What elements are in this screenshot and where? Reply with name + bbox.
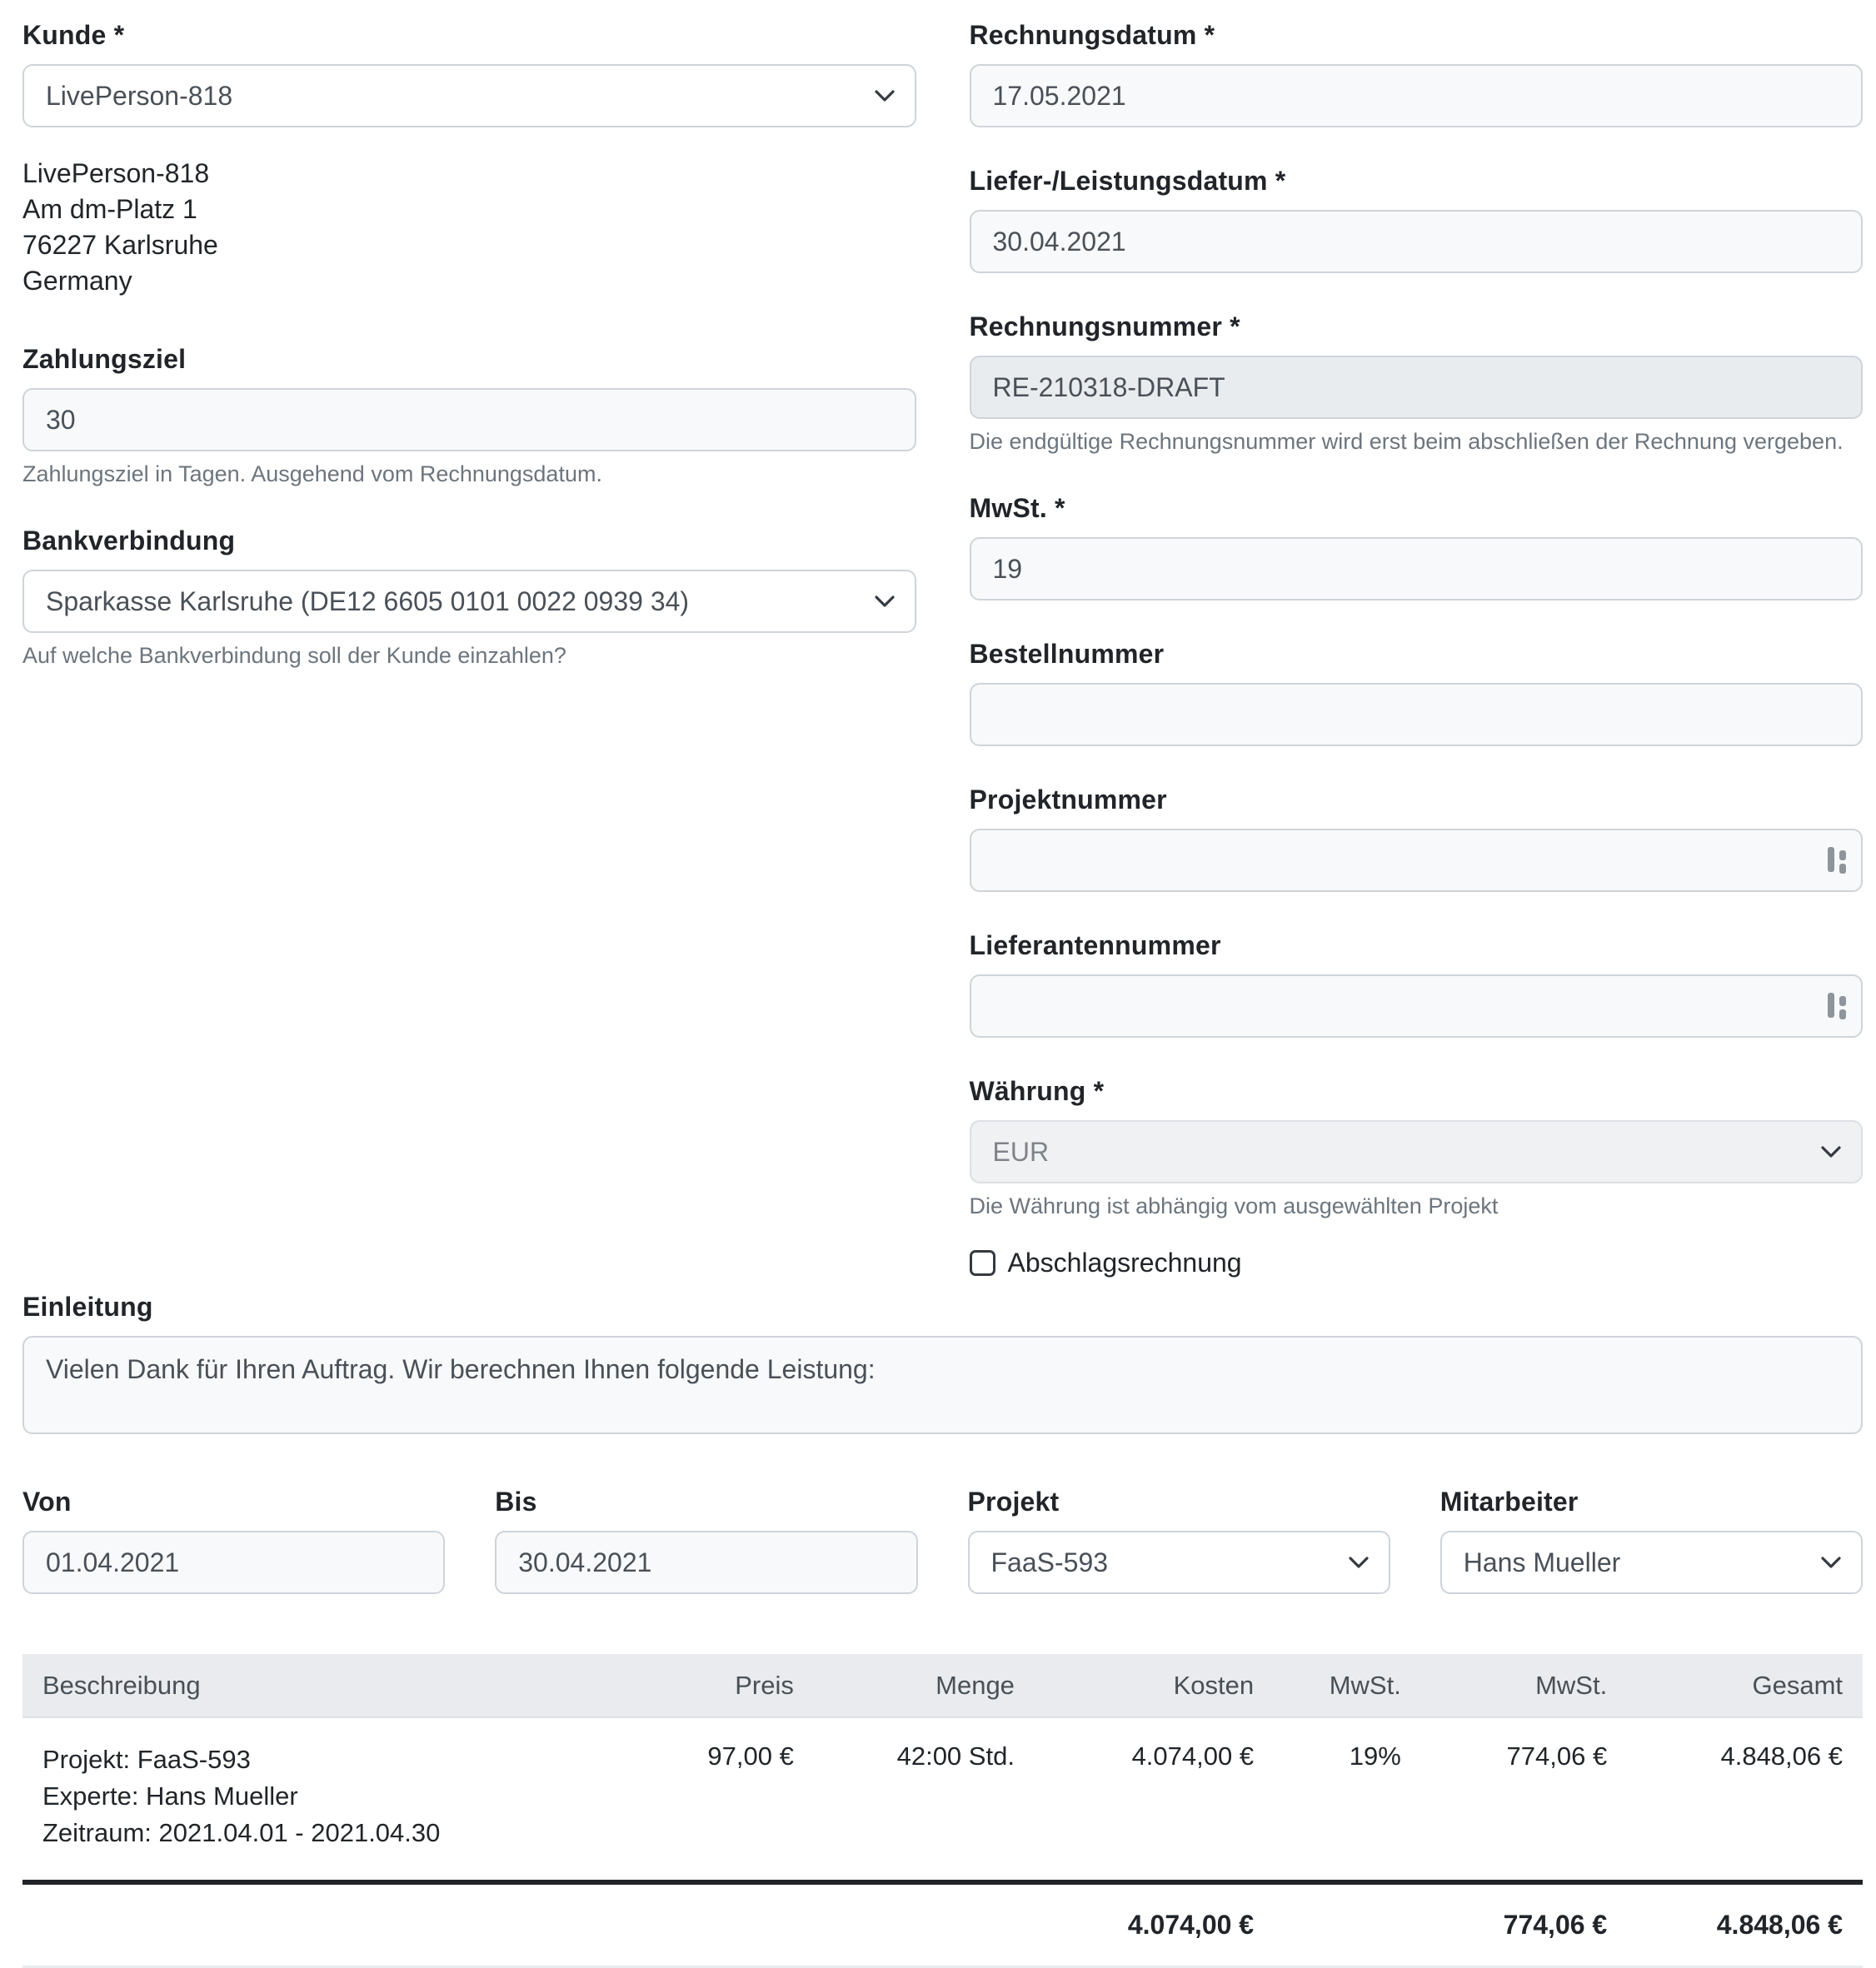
bestellnummer-group — [970, 639, 1864, 746]
address-line: Germany — [22, 266, 132, 296]
bankverbindung-help: Auf welche Bankverbindung soll der Kunde einzahlen? — [22, 643, 566, 668]
projektnummer-input[interactable] — [970, 829, 1864, 892]
col-header-beschreibung: Beschreibung — [22, 1654, 593, 1717]
col-header-gesamt: Gesamt — [1627, 1654, 1863, 1717]
top-grid — [22, 20, 1863, 1278]
lieferantennummer-group — [970, 930, 1864, 1038]
customer-address — [22, 156, 916, 299]
rechnungsnummer-group — [970, 311, 1864, 455]
table-footer-row — [22, 1882, 1863, 1967]
abschlagsrechnung-checkbox[interactable] — [970, 1250, 995, 1276]
description-line: Experte: Hans Mueller — [42, 1781, 298, 1811]
footer-empty — [22, 1882, 593, 1967]
cell-kosten: 4.074,00 € — [1035, 1717, 1274, 1882]
col-header-menge: Menge — [814, 1654, 1035, 1717]
projekt-group — [968, 1487, 1390, 1594]
footer-empty — [1274, 1882, 1421, 1967]
waehrung-select — [970, 1120, 1864, 1183]
col-header-kosten: Kosten — [1035, 1654, 1274, 1717]
zahlungsziel-help: Zahlungsziel in Tagen. Ausgehend vom Rechnungsdatum. — [22, 461, 602, 486]
lieferdatum-group — [970, 166, 1864, 273]
bis-label: Bis — [495, 1487, 537, 1517]
zahlungsziel-label: Zahlungsziel — [22, 344, 187, 374]
projektnummer-label: Projektnummer — [969, 785, 1167, 815]
rechnungsdatum-input[interactable] — [970, 64, 1864, 127]
rechnungsdatum-label: Rechnungsdatum * — [969, 20, 1215, 50]
mwst-group — [970, 493, 1864, 600]
von-label: Von — [22, 1487, 72, 1517]
left-column — [22, 20, 916, 707]
zahlungsziel-group — [22, 344, 916, 487]
von-group — [22, 1487, 445, 1594]
bestellnummer-input[interactable] — [970, 683, 1864, 746]
cell-beschreibung — [22, 1717, 593, 1882]
cell-menge: 42:00 Std. — [814, 1717, 1035, 1882]
footer-total-gesamt: 4.848,06 € — [1627, 1882, 1863, 1967]
einleitung-group — [22, 1292, 1863, 1438]
mwst-label: MwSt. * — [969, 493, 1065, 523]
kunde-label: Kunde * — [22, 20, 125, 50]
waehrung-group — [970, 1076, 1864, 1219]
bis-input[interactable] — [495, 1531, 917, 1594]
projekt-label: Projekt — [967, 1487, 1060, 1517]
cell-mwst-betrag: 774,06 € — [1421, 1717, 1627, 1882]
mitarbeiter-label: Mitarbeiter — [1439, 1487, 1579, 1517]
footer-empty — [814, 1882, 1035, 1967]
rechnungsdatum-group — [970, 20, 1864, 127]
address-line: 76227 Karlsruhe — [22, 230, 218, 260]
projekt-select[interactable] — [968, 1531, 1390, 1594]
rechnungsnummer-help: Die endgültige Rechnungsnummer wird erst beim abschließen der Rechnung vergeben. — [969, 429, 1844, 454]
lieferdatum-label: Liefer-/Leistungsdatum * — [969, 166, 1286, 196]
einleitung-label: Einleitung — [22, 1292, 153, 1322]
rechnungsnummer-label: Rechnungsnummer * — [969, 311, 1240, 341]
table-row — [22, 1717, 1863, 1882]
bis-group — [495, 1487, 917, 1594]
einleitung-textarea[interactable] — [22, 1336, 1863, 1434]
lieferdatum-input[interactable] — [970, 210, 1864, 273]
col-header-mwst-prozent: MwSt. — [1274, 1654, 1421, 1717]
projektnummer-group — [970, 785, 1864, 892]
description-line: Zeitraum: 2021.04.01 - 2021.04.30 — [42, 1818, 441, 1847]
waehrung-label: Währung * — [969, 1076, 1105, 1106]
bankverbindung-group — [22, 526, 916, 669]
bestellnummer-label: Bestellnummer — [969, 639, 1165, 669]
footer-total-kosten: 4.074,00 € — [1035, 1882, 1274, 1967]
table-header-row — [22, 1654, 1863, 1717]
cell-preis: 97,00 € — [593, 1717, 814, 1882]
cell-gesamt: 4.848,06 € — [1627, 1717, 1863, 1882]
abschlagsrechnung-group — [970, 1248, 1864, 1278]
period-row — [22, 1487, 1863, 1594]
address-line: LivePerson-818 — [22, 158, 210, 188]
rechnungsnummer-input — [970, 356, 1864, 419]
lieferantennummer-label: Lieferantennummer — [969, 930, 1221, 960]
von-input[interactable] — [22, 1531, 445, 1594]
col-header-mwst-betrag: MwSt. — [1421, 1654, 1627, 1717]
address-line: Am dm-Platz 1 — [22, 194, 197, 224]
lieferantennummer-input[interactable] — [970, 974, 1864, 1038]
footer-total-mwst: 774,06 € — [1421, 1882, 1627, 1967]
zahlungsziel-input[interactable] — [22, 388, 916, 451]
abschlagsrechnung-label: Abschlagsrechnung — [1007, 1248, 1242, 1278]
line-items-table — [22, 1654, 1863, 1968]
waehrung-help: Die Währung ist abhängig vom ausgewählten Projekt — [969, 1193, 1499, 1218]
mitarbeiter-group — [1440, 1487, 1863, 1594]
kunde-group — [22, 20, 916, 127]
description-line: Projekt: FaaS-593 — [42, 1745, 251, 1774]
footer-empty — [593, 1882, 814, 1967]
cell-mwst-prozent: 19% — [1274, 1717, 1421, 1882]
col-header-preis: Preis — [593, 1654, 814, 1717]
mwst-input[interactable] — [970, 537, 1864, 600]
bankverbindung-select[interactable] — [22, 570, 916, 633]
kunde-select[interactable] — [22, 64, 916, 127]
right-column — [970, 20, 1864, 1278]
bankverbindung-label: Bankverbindung — [22, 526, 236, 556]
mitarbeiter-select[interactable] — [1440, 1531, 1863, 1594]
